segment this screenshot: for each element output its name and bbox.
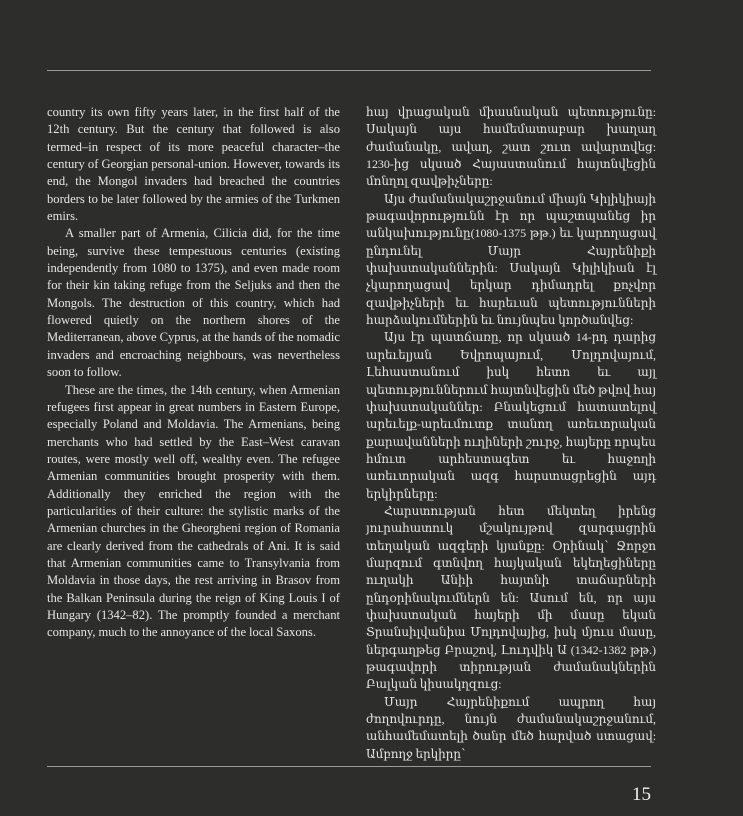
armenian-paragraph-1: հայ վրացական միասնական պետությունը: Սակայն այս համեմատաբար խաղաղ ժամանակը, ավաղ, շատ շուտ ավարտվեց: 1230-ից սկսած Հայաստանում հայտնվեցին մոնղոլ զավթիչները:	[366, 105, 656, 189]
armenian-paragraph-5: Մայր Հայրենիքում ապրող հայ ժողովուրդը, նույն ժամանակաշրջանում, անհամեմատելի ծանր մեծ հարված ստացավ: Ամբողջ երկիրը՝	[366, 694, 656, 761]
english-paragraph-1: country its own fifty years later, in the first half of the 12th century. But the century that followed is also termed–in respect of its more peaceful character–the century of Georgian personal-union. However, towards its end, the Mongol invaders had breached the countries borders to be later followed by the armies of the Turkmen emirs.	[47, 105, 340, 224]
armenian-paragraph-3: Այս էր պատճառը, որ սկսած 14-րդ դարից արեւելյան Եվրոպայում, Մոլդովայում, Լեհաստանում իսկ հետո եւ այլ պետություններում հայտնվեցին մեծ թվով հայ փախստականներ: Բնակեցում հատատելով արեւելք-արեւմուտք տանող առեւտրական քարավանների ուղիների շուրջ, հայերը որպես հմուտ արհեստագետ եւ հաջողի առեւտրական ազգ հարստացրեցին այդ երկիրները:	[366, 330, 656, 501]
bottom-rule	[47, 766, 651, 767]
armenian-column	[366, 104, 656, 763]
english-column	[47, 104, 340, 642]
page-number: 15	[632, 784, 651, 805]
armenian-paragraph-4: Հարստության հետ մեկտեղ իրենց յուրահատուկ մշակույթով զարգացրին տեղական ազգերի կյանքը: Օրինակ՝ Ջորջո մարզում գտնվող հայկական եկեղեցիները ուղակի Անիի հայտնի տաճարների ընդօրինակումներն են: Ասում են, որ այս փախստական հայերի մի մասը եկան Տրանսիլվանիա Մոլդովայից, իսկ մյուս մասը, ներգաղթեց Բրաշով, Լուդվիկ Ա (1342-1382 թթ.) թագավորի տիրության ժամանակներին Բալկան կիսակղզուց:	[366, 503, 656, 692]
english-paragraph-3: These are the times, the 14th century, when Armenian refugees first appear in great numbers in Eastern Europe, especially Poland and Moldavia. The Armenians, being merchants who had settled by the East–West caravan routes, were mostly well off, wealthy even. The refugee Armenian communities brought prosperity with them. Additionally they enriched the region with the particularities of their culture: the stylistic marks of the Armenian churches in the Gheorgheni region of Romania are clearly derived from the cathedrals of Ani. It is said that Armenian communities came to Transylvania from Moldavia in those days, the rest arriving in Brasov from the Balkan Peninsula during the reign of King Louis I of Hungary (1342–82). The promptly founded a merchant company, much to the annoyance of the local Saxons.	[47, 382, 340, 640]
english-paragraph-2: A smaller part of Armenia, Cilicia did, for the time being, survive these tempestuous centuries (existing independently from 1080 to 1375), and even made room for their kin taking refuge from the Seljuks and then the Mongols. The destruction of this country, which had flowered quietly on the northern shores of the Mediterranean, above Cyprus, at the hands of the nomadic invaders and encroaching neighbours, was nevertheless soon to follow.	[47, 226, 340, 380]
armenian-paragraph-2: Այս ժամանակաշրջանում միայն Կիլիկիայի թագավորությունն էր որ պաշտպանեց իր անկախությունը(1080-1375 թթ.) եւ կարողացավ ընդունել Մայր Հայրենիքի փախստականներին: Սակայն Կիլիկիան էլ չկարողացավ երկար դիմադրել քոչվոր զավթիչների եւ հարեւան պետությունների հարձակումներին եւ նույնպես կործանվեց:	[366, 191, 656, 328]
top-rule	[47, 70, 651, 71]
